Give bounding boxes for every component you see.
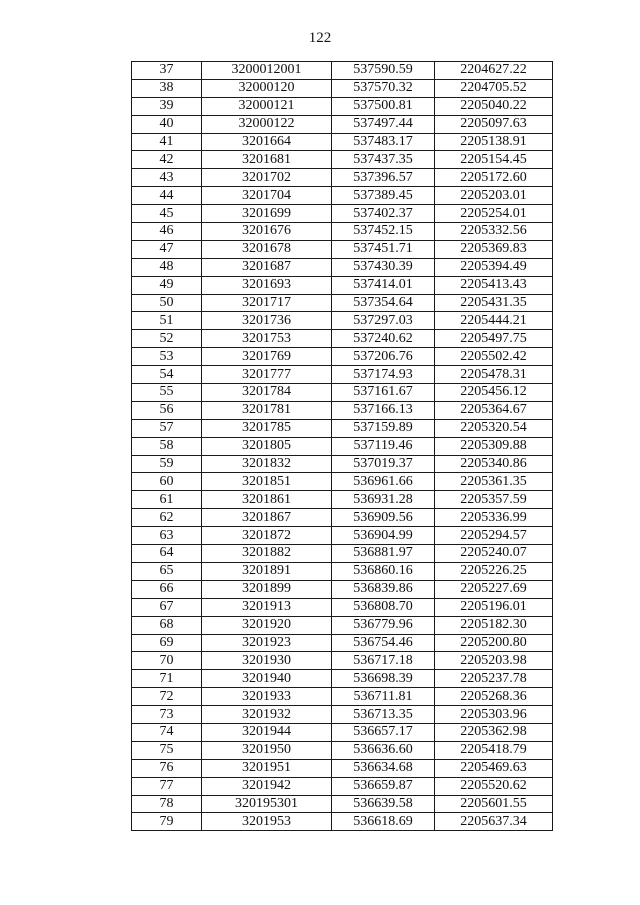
point-id-cell: 3201933 <box>202 688 332 706</box>
point-number-cell: 39 <box>132 97 202 115</box>
point-number-cell: 71 <box>132 670 202 688</box>
x-coordinate-cell: 537570.32 <box>332 79 435 97</box>
point-id-cell: 3201687 <box>202 258 332 276</box>
y-coordinate-cell: 2205203.01 <box>435 187 553 205</box>
y-coordinate-cell: 2205336.99 <box>435 509 553 527</box>
point-number-cell: 48 <box>132 258 202 276</box>
table-row <box>132 115 553 133</box>
y-coordinate-cell: 2205340.86 <box>435 455 553 473</box>
point-id-cell: 3201717 <box>202 294 332 312</box>
point-id-cell: 3201784 <box>202 384 332 402</box>
table-row <box>132 777 553 795</box>
point-id-cell: 3201702 <box>202 169 332 187</box>
point-number-cell: 69 <box>132 634 202 652</box>
x-coordinate-cell: 536779.96 <box>332 616 435 634</box>
x-coordinate-cell: 536909.56 <box>332 509 435 527</box>
point-number-cell: 60 <box>132 473 202 491</box>
table-row <box>132 491 553 509</box>
x-coordinate-cell: 537437.35 <box>332 151 435 169</box>
point-number-cell: 38 <box>132 79 202 97</box>
table-row <box>132 169 553 187</box>
x-coordinate-cell: 536618.69 <box>332 813 435 831</box>
y-coordinate-cell: 2205200.80 <box>435 634 553 652</box>
x-coordinate-cell: 537396.57 <box>332 169 435 187</box>
x-coordinate-cell: 537497.44 <box>332 115 435 133</box>
y-coordinate-cell: 2205413.43 <box>435 276 553 294</box>
point-number-cell: 68 <box>132 616 202 634</box>
x-coordinate-cell: 536717.18 <box>332 652 435 670</box>
y-coordinate-cell: 2205320.54 <box>435 419 553 437</box>
x-coordinate-cell: 537019.37 <box>332 455 435 473</box>
y-coordinate-cell: 2205361.35 <box>435 473 553 491</box>
x-coordinate-cell: 536860.16 <box>332 562 435 580</box>
table-row <box>132 187 553 205</box>
x-coordinate-cell: 537174.93 <box>332 366 435 384</box>
x-coordinate-cell: 537430.39 <box>332 258 435 276</box>
point-id-cell: 3201891 <box>202 562 332 580</box>
y-coordinate-cell: 2205364.67 <box>435 401 553 419</box>
table-row <box>132 62 553 80</box>
point-number-cell: 51 <box>132 312 202 330</box>
point-number-cell: 65 <box>132 562 202 580</box>
y-coordinate-cell: 2205637.34 <box>435 813 553 831</box>
table-row <box>132 545 553 563</box>
table-row <box>132 312 553 330</box>
point-number-cell: 37 <box>132 62 202 80</box>
point-id-cell: 3201753 <box>202 330 332 348</box>
x-coordinate-cell: 537354.64 <box>332 294 435 312</box>
point-number-cell: 67 <box>132 598 202 616</box>
point-id-cell: 32000120 <box>202 79 332 97</box>
point-number-cell: 50 <box>132 294 202 312</box>
x-coordinate-cell: 536713.35 <box>332 706 435 724</box>
table-row <box>132 276 553 294</box>
point-number-cell: 56 <box>132 401 202 419</box>
table-row <box>132 813 553 831</box>
point-number-cell: 43 <box>132 169 202 187</box>
y-coordinate-cell: 2205226.25 <box>435 562 553 580</box>
y-coordinate-cell: 2205601.55 <box>435 795 553 813</box>
table-row <box>132 133 553 151</box>
point-id-cell: 3201785 <box>202 419 332 437</box>
x-coordinate-cell: 536881.97 <box>332 545 435 563</box>
y-coordinate-cell: 2205268.36 <box>435 688 553 706</box>
y-coordinate-cell: 2205502.42 <box>435 348 553 366</box>
point-id-cell: 3201678 <box>202 240 332 258</box>
table-row <box>132 473 553 491</box>
y-coordinate-cell: 2205138.91 <box>435 133 553 151</box>
point-id-cell: 3201923 <box>202 634 332 652</box>
y-coordinate-cell: 2205240.07 <box>435 545 553 563</box>
x-coordinate-cell: 536931.28 <box>332 491 435 509</box>
point-id-cell: 3201867 <box>202 509 332 527</box>
x-coordinate-cell: 536904.99 <box>332 527 435 545</box>
y-coordinate-cell: 2205394.49 <box>435 258 553 276</box>
x-coordinate-cell: 536636.60 <box>332 741 435 759</box>
y-coordinate-cell: 2205418.79 <box>435 741 553 759</box>
y-coordinate-cell: 2205237.78 <box>435 670 553 688</box>
point-id-cell: 3201805 <box>202 437 332 455</box>
point-number-cell: 61 <box>132 491 202 509</box>
y-coordinate-cell: 2204705.52 <box>435 79 553 97</box>
x-coordinate-cell: 537483.17 <box>332 133 435 151</box>
point-number-cell: 75 <box>132 741 202 759</box>
y-coordinate-cell: 2205478.31 <box>435 366 553 384</box>
x-coordinate-cell: 536711.81 <box>332 688 435 706</box>
y-coordinate-cell: 2204627.22 <box>435 62 553 80</box>
point-number-cell: 47 <box>132 240 202 258</box>
point-id-cell: 3201942 <box>202 777 332 795</box>
x-coordinate-cell: 537159.89 <box>332 419 435 437</box>
y-coordinate-cell: 2205309.88 <box>435 437 553 455</box>
point-id-cell: 3200012001 <box>202 62 332 80</box>
point-number-cell: 46 <box>132 223 202 241</box>
table-row <box>132 598 553 616</box>
point-id-cell: 3201851 <box>202 473 332 491</box>
point-id-cell: 3201861 <box>202 491 332 509</box>
point-number-cell: 76 <box>132 759 202 777</box>
y-coordinate-cell: 2205444.21 <box>435 312 553 330</box>
y-coordinate-cell: 2205097.63 <box>435 115 553 133</box>
point-number-cell: 78 <box>132 795 202 813</box>
x-coordinate-cell: 536839.86 <box>332 580 435 598</box>
point-id-cell: 3201953 <box>202 813 332 831</box>
table-row <box>132 723 553 741</box>
point-id-cell: 3201882 <box>202 545 332 563</box>
y-coordinate-cell: 2205154.45 <box>435 151 553 169</box>
point-id-cell: 3201777 <box>202 366 332 384</box>
point-id-cell: 3201872 <box>202 527 332 545</box>
point-id-cell: 3201951 <box>202 759 332 777</box>
point-id-cell: 3201781 <box>202 401 332 419</box>
point-number-cell: 79 <box>132 813 202 831</box>
point-number-cell: 41 <box>132 133 202 151</box>
table-row <box>132 294 553 312</box>
x-coordinate-cell: 536754.46 <box>332 634 435 652</box>
point-id-cell: 3201944 <box>202 723 332 741</box>
y-coordinate-cell: 2205196.01 <box>435 598 553 616</box>
point-id-cell: 3201932 <box>202 706 332 724</box>
x-coordinate-cell: 537206.76 <box>332 348 435 366</box>
point-number-cell: 73 <box>132 706 202 724</box>
point-number-cell: 55 <box>132 384 202 402</box>
point-id-cell: 3201913 <box>202 598 332 616</box>
point-number-cell: 54 <box>132 366 202 384</box>
point-number-cell: 44 <box>132 187 202 205</box>
point-number-cell: 66 <box>132 580 202 598</box>
point-number-cell: 40 <box>132 115 202 133</box>
y-coordinate-cell: 2205497.75 <box>435 330 553 348</box>
point-id-cell: 3201920 <box>202 616 332 634</box>
point-id-cell: 3201704 <box>202 187 332 205</box>
point-id-cell: 3201664 <box>202 133 332 151</box>
point-id-cell: 3201930 <box>202 652 332 670</box>
x-coordinate-cell: 537590.59 <box>332 62 435 80</box>
point-number-cell: 42 <box>132 151 202 169</box>
point-number-cell: 49 <box>132 276 202 294</box>
point-number-cell: 57 <box>132 419 202 437</box>
point-id-cell: 3201940 <box>202 670 332 688</box>
point-id-cell: 32000121 <box>202 97 332 115</box>
table-row <box>132 348 553 366</box>
point-number-cell: 62 <box>132 509 202 527</box>
table-body <box>132 62 553 831</box>
point-number-cell: 77 <box>132 777 202 795</box>
y-coordinate-cell: 2205227.69 <box>435 580 553 598</box>
table-row <box>132 652 553 670</box>
y-coordinate-cell: 2205182.30 <box>435 616 553 634</box>
point-id-cell: 3201769 <box>202 348 332 366</box>
point-id-cell: 32000122 <box>202 115 332 133</box>
point-id-cell: 3201832 <box>202 455 332 473</box>
y-coordinate-cell: 2205332.56 <box>435 223 553 241</box>
table-row <box>132 223 553 241</box>
y-coordinate-cell: 2205469.63 <box>435 759 553 777</box>
table-row <box>132 580 553 598</box>
table-row <box>132 240 553 258</box>
point-id-cell: 3201676 <box>202 223 332 241</box>
point-id-cell: 3201950 <box>202 741 332 759</box>
table-row <box>132 688 553 706</box>
x-coordinate-cell: 536634.68 <box>332 759 435 777</box>
y-coordinate-cell: 2205294.57 <box>435 527 553 545</box>
x-coordinate-cell: 536808.70 <box>332 598 435 616</box>
x-coordinate-cell: 537240.62 <box>332 330 435 348</box>
x-coordinate-cell: 537402.37 <box>332 205 435 223</box>
point-id-cell: 3201699 <box>202 205 332 223</box>
x-coordinate-cell: 537119.46 <box>332 437 435 455</box>
y-coordinate-cell: 2205303.96 <box>435 706 553 724</box>
x-coordinate-cell: 537452.15 <box>332 223 435 241</box>
table-row <box>132 455 553 473</box>
x-coordinate-cell: 537451.71 <box>332 240 435 258</box>
x-coordinate-cell: 536657.17 <box>332 723 435 741</box>
table-row <box>132 437 553 455</box>
point-number-cell: 74 <box>132 723 202 741</box>
point-id-cell: 3201693 <box>202 276 332 294</box>
point-number-cell: 64 <box>132 545 202 563</box>
point-number-cell: 63 <box>132 527 202 545</box>
table-row <box>132 401 553 419</box>
table-row <box>132 795 553 813</box>
point-number-cell: 58 <box>132 437 202 455</box>
x-coordinate-cell: 537414.01 <box>332 276 435 294</box>
y-coordinate-cell: 2205254.01 <box>435 205 553 223</box>
point-number-cell: 52 <box>132 330 202 348</box>
table-row <box>132 509 553 527</box>
point-number-cell: 70 <box>132 652 202 670</box>
table-row <box>132 151 553 169</box>
x-coordinate-cell: 537166.13 <box>332 401 435 419</box>
point-id-cell: 3201736 <box>202 312 332 330</box>
table-row <box>132 616 553 634</box>
table-row <box>132 79 553 97</box>
x-coordinate-cell: 536698.39 <box>332 670 435 688</box>
y-coordinate-cell: 2205357.59 <box>435 491 553 509</box>
point-id-cell: 320195301 <box>202 795 332 813</box>
page-number: 122 <box>308 30 332 46</box>
table-row <box>132 384 553 402</box>
coordinates-table <box>131 61 553 831</box>
y-coordinate-cell: 2205456.12 <box>435 384 553 402</box>
table-row <box>132 366 553 384</box>
table-row <box>132 562 553 580</box>
point-number-cell: 53 <box>132 348 202 366</box>
x-coordinate-cell: 537500.81 <box>332 97 435 115</box>
table-row <box>132 419 553 437</box>
table-row <box>132 205 553 223</box>
point-number-cell: 72 <box>132 688 202 706</box>
table-row <box>132 670 553 688</box>
x-coordinate-cell: 536639.58 <box>332 795 435 813</box>
table-row <box>132 706 553 724</box>
table-row <box>132 741 553 759</box>
x-coordinate-cell: 537297.03 <box>332 312 435 330</box>
table-row <box>132 759 553 777</box>
table-row <box>132 527 553 545</box>
x-coordinate-cell: 537161.67 <box>332 384 435 402</box>
x-coordinate-cell: 536659.87 <box>332 777 435 795</box>
table-row <box>132 634 553 652</box>
point-id-cell: 3201899 <box>202 580 332 598</box>
x-coordinate-cell: 537389.45 <box>332 187 435 205</box>
point-number-cell: 45 <box>132 205 202 223</box>
table-row <box>132 258 553 276</box>
point-id-cell: 3201681 <box>202 151 332 169</box>
y-coordinate-cell: 2205040.22 <box>435 97 553 115</box>
y-coordinate-cell: 2205203.98 <box>435 652 553 670</box>
table-row <box>132 330 553 348</box>
x-coordinate-cell: 536961.66 <box>332 473 435 491</box>
y-coordinate-cell: 2205431.35 <box>435 294 553 312</box>
y-coordinate-cell: 2205520.62 <box>435 777 553 795</box>
y-coordinate-cell: 2205362.98 <box>435 723 553 741</box>
table-row <box>132 97 553 115</box>
y-coordinate-cell: 2205172.60 <box>435 169 553 187</box>
point-number-cell: 59 <box>132 455 202 473</box>
y-coordinate-cell: 2205369.83 <box>435 240 553 258</box>
